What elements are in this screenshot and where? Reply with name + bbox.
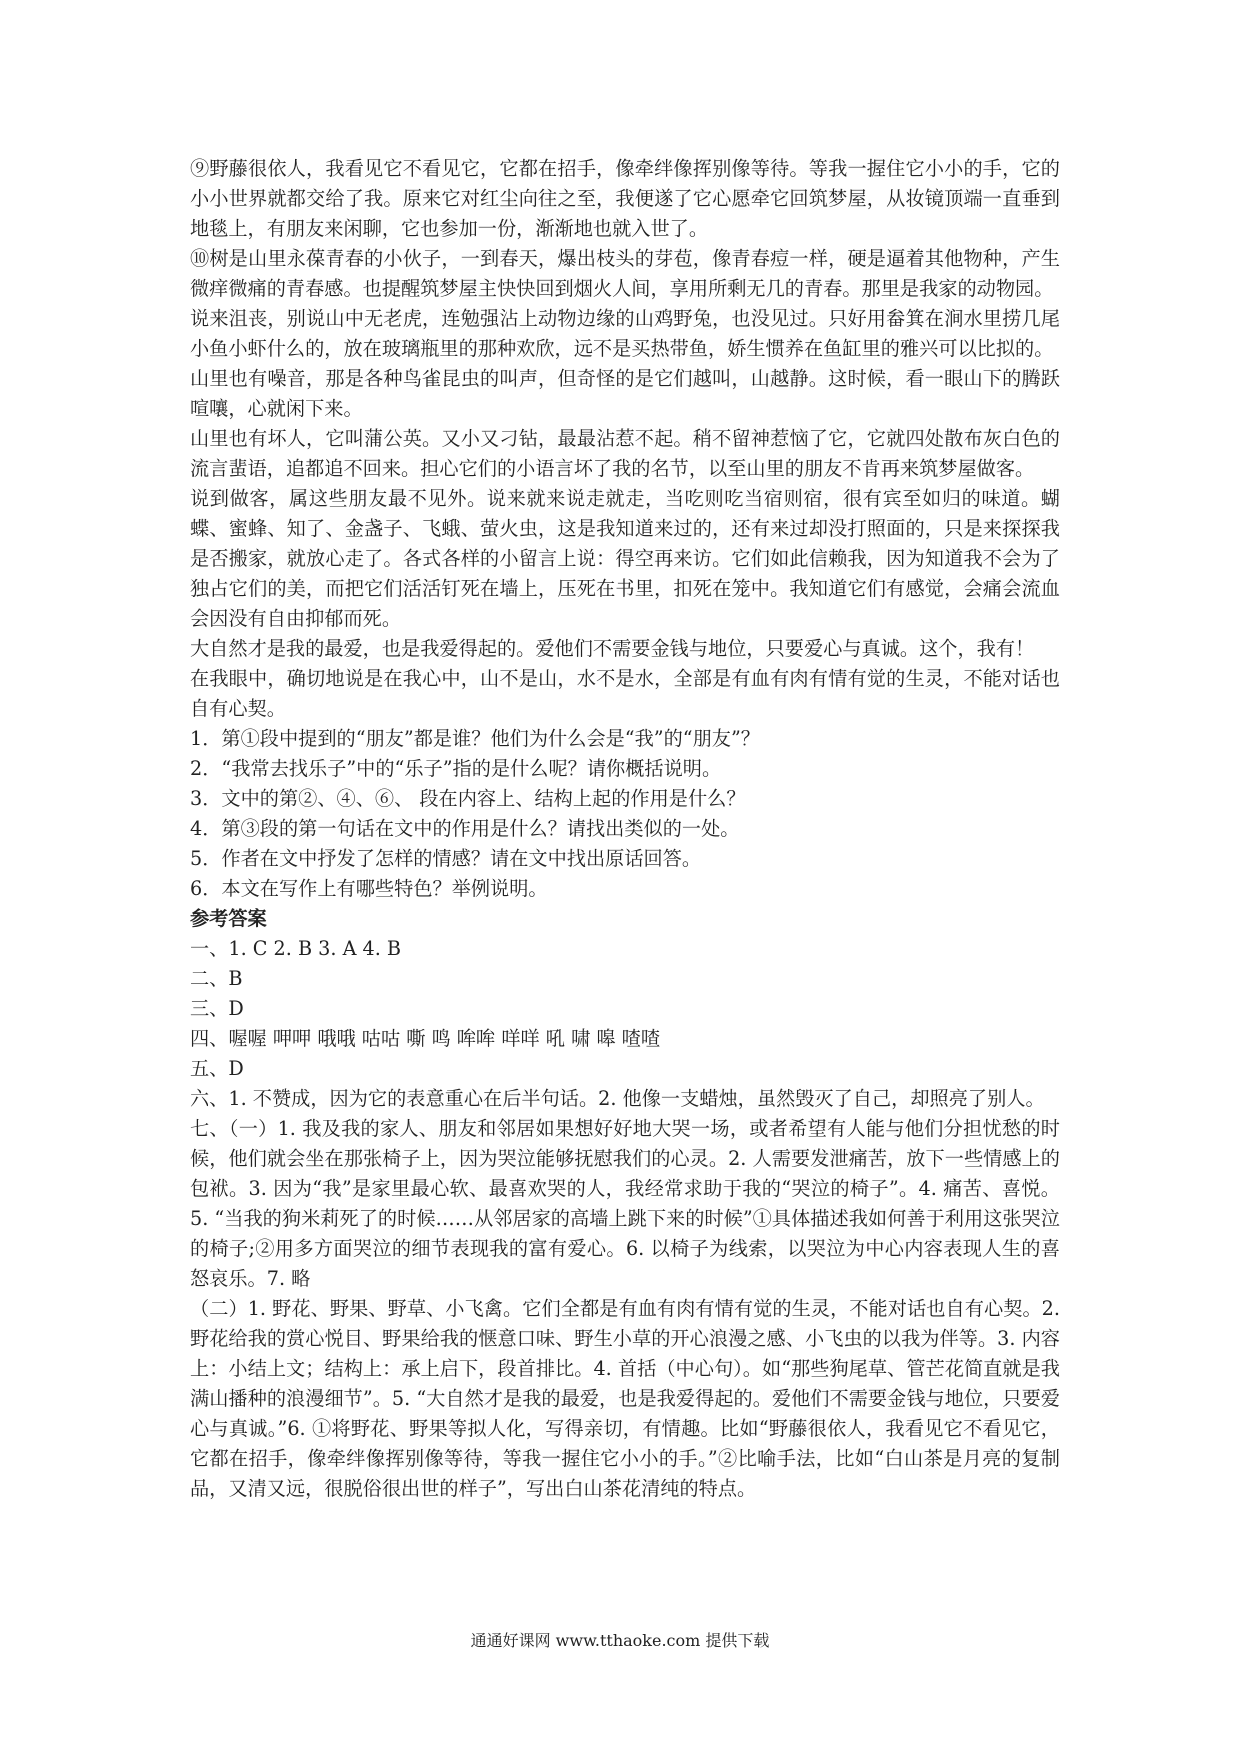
answer-item: 七、（一）1. 我及我的家人、朋友和邻居如果想好好地大哭一场，或者希望有人能与他们分担忧愁的时候，他们就会坐在那张椅子上，因为哭泣能够抚慰我们的心灵。2. 人需要发泄痛苦，放下一些情感上的包袱。3. 因为“我”是家里最心软、最喜欢哭的人，我经常求助于我的“哭泣的椅子”。4. 痛苦、喜悦。5. “当我的狗米莉死了的时候……从邻居家的高墙上跳下来的时候”①具体描述我如何善于利用这张哭泣的椅子;②用多方面哭泣的细节表现我的富有爱心。6. 以椅子为线索，以哭泣为中心内容表现人生的喜怒哀乐。7. 略	[190, 1117, 1060, 1290]
passage-paragraph: 大自然才是我的最爱，也是我爱得起的。爱他们不需要金钱与地位，只要爱心与真诚。这个，我有！	[190, 637, 1035, 660]
page-footer: 通通好课网 www.tthaoke.com 提供下载	[470, 1631, 770, 1650]
question-5: 5．作者在文中抒发了怎样的情感？请在文中找出原话回答。	[190, 847, 702, 870]
question-3: 3．文中的第②、④、⑥、 段在内容上、结构上起的作用是什么？	[190, 787, 746, 810]
answer-item: 六、1. 不赞成，因为它的表意重心在后半句话。2. 他像一支蜡烛，虽然毁灭了自己，却照亮了别人。	[190, 1087, 1045, 1110]
question-1: 1．第①段中提到的“朋友”都是谁？他们为什么会是“我”的“朋友”？	[190, 727, 760, 750]
passage-paragraph-10: ⑩树是山里永葆青春的小伙子，一到春天，爆出枝头的芽苞，像青春痘一样，硬是逼着其他物种，产生微痒微痛的青春感。也提醒筑梦屋主快快回到烟火人间，享用所剩无几的青春。那里是我家的动物园。	[190, 247, 1060, 300]
passage-paragraph-9: ⑨野藤很依人，我看见它不看见它，它都在招手，像牵绊像挥别像等待。等我一握住它小小的手，它的小小世界就都交给了我。原来它对红尘向往之至，我便遂了它心愿牵它回筑梦屋，从妆镜顶端一直垂到地毯上，有朋友来闲聊，它也参加一份，渐渐地也就入世了。	[190, 157, 1060, 240]
question-2: 2．“我常去找乐子”中的“乐子”指的是什么呢？请你概括说明。	[190, 757, 722, 780]
answer-item: 一、1. C 2. B 3. A 4. B	[190, 937, 402, 960]
answer-item: 二、B	[190, 967, 243, 990]
question-4: 4．第③段的第一句话在文中的作用是什么？请找出类似的一处。	[190, 817, 740, 840]
passage-paragraph: 在我眼中，确切地说是在我心中，山不是山，水不是水，全部是有血有肉有情有觉的生灵，不能对话也自有心契。	[190, 667, 1060, 720]
answers-heading: 参考答案	[190, 907, 267, 930]
answer-item: 四、喔喔 呷呷 哦哦 咕咕 嘶 鸣 哞哞 咩咩 吼 啸 嗥 喳喳	[190, 1027, 661, 1050]
passage-paragraph: 说来沮丧，别说山中无老虎，连勉强沾上动物边缘的山鸡野兔，也没见过。只好用畚箕在涧水里捞几尾小鱼小虾什么的，放在玻璃瓶里的那种欢欣，远不是买热带鱼，娇生惯养在鱼缸里的雅兴可以比拟的。	[190, 307, 1060, 360]
passage-paragraph: 山里也有噪音，那是各种鸟雀昆虫的叫声，但奇怪的是它们越叫，山越静。这时候，看一眼山下的腾跃喧嚷，心就闲下来。	[190, 367, 1060, 420]
answer-item: 三、D	[190, 997, 244, 1020]
passage-paragraph: 说到做客，属这些朋友最不见外。说来就来说走就走，当吃则吃当宿则宿，很有宾至如归的味道。蝴蝶、蜜蜂、知了、金盏子、飞蛾、萤火虫，这是我知道来过的，还有来过却没打照面的，只是来探探我是否搬家，就放心走了。各式各样的小留言上说：得空再来访。它们如此信赖我，因为知道我不会为了独占它们的美，而把它们活活钉死在墙上，压死在书里，扣死在笼中。我知道它们有感觉，会痛会流血会因没有自由抑郁而死。	[190, 487, 1060, 630]
answer-item: 五、D	[190, 1057, 244, 1080]
document-body	[190, 154, 1060, 1504]
question-6: 6．本文在写作上有哪些特色？举例说明。	[190, 877, 548, 900]
passage-paragraph: 山里也有坏人，它叫蒲公英。又小又刁钻，最最沾惹不起。稍不留神惹恼了它，它就四处散布灰白色的流言蜚语，追都追不回来。担心它们的小语言坏了我的名节，以至山里的朋友不肯再来筑梦屋做客。	[190, 427, 1060, 480]
answer-item: （二）1. 野花、野果、野草、小飞禽。它们全都是有血有肉有情有觉的生灵，不能对话也自有心契。2. 野花给我的赏心悦目、野果给我的惬意口味、野生小草的开心浪漫之感、小飞虫的以我为伴等。3. 内容上：小结上文；结构上：承上启下，段首排比。4. 首括（中心句）。如“那些狗尾草、管芒花简直就是我满山播种的浪漫细节”。5. “大自然才是我的最爱，也是我爱得起的。爱他们不需要金钱与地位，只要爱心与真诚。”6. ①将野花、野果等拟人化，写得亲切，有情趣。比如“野藤很依人，我看见它不看见它，它都在招手，像牵绊像挥别像等待，等我一握住它小小的手。”②比喻手法，比如“白山茶是月亮的复制品，又清又远，很脱俗很出世的样子”，写出白山茶花清纯的特点。	[190, 1297, 1060, 1500]
